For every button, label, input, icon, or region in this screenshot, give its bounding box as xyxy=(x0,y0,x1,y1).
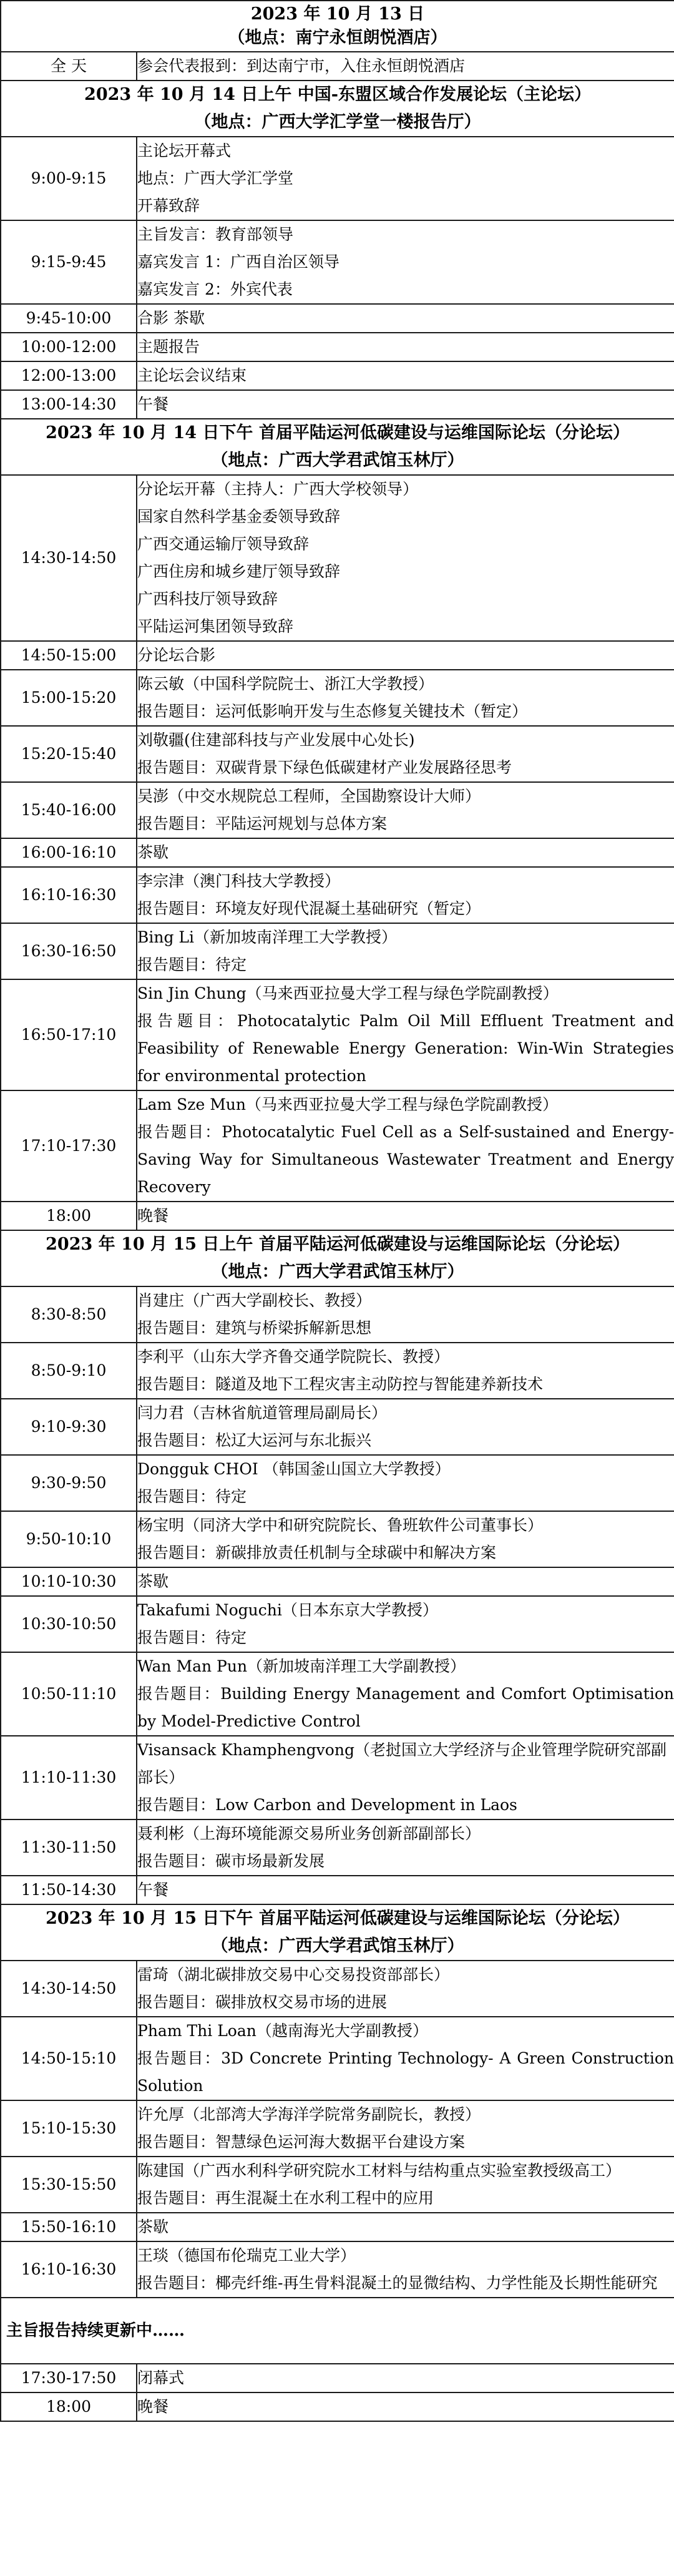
section-title: 2023 年 10 月 14 日下午 首届平陆运河低碳建设与运维国际论坛（分论坛） xyxy=(46,423,630,443)
content-cell xyxy=(137,1819,674,1876)
content-cell xyxy=(137,1343,674,1399)
time-cell: 9:10-9:30 xyxy=(1,1399,137,1455)
content-line: 分论坛合影 xyxy=(137,646,216,664)
time-cell: 9:50-10:10 xyxy=(1,1511,137,1567)
schedule-row xyxy=(1,1286,674,1343)
content-line: 广西住房和城乡建厅领导致辞 xyxy=(137,562,341,580)
content-cell xyxy=(137,1455,674,1511)
speaker-line: 陈建国（广西水利科学研究院水工材料与结构重点实验室教授级高工） xyxy=(137,2162,622,2180)
content-cell xyxy=(137,1286,674,1343)
content-cell xyxy=(137,1567,674,1596)
speaker-line: Dongguk CHOI （韩国釜山国立大学教授） xyxy=(137,1460,451,1478)
schedule-row xyxy=(1,782,674,838)
content-cell xyxy=(137,2100,674,2157)
section-title: 2023 年 10 月 15 日上午 首届平陆运河低碳建设与运维国际论坛（分论坛） xyxy=(46,1235,630,1254)
content-line: 晚餐 xyxy=(137,1207,169,1225)
schedule-row xyxy=(1,838,674,867)
schedule-row xyxy=(1,2213,674,2241)
speaker-line: 吴澎（中交水规院总工程师，全国勘察设计大师） xyxy=(137,787,481,805)
report-title-line: 报告题目：碳排放权交易市场的进展 xyxy=(137,1993,388,2011)
time-cell: 8:30-8:50 xyxy=(1,1286,137,1343)
schedule-row xyxy=(1,867,674,923)
schedule-row xyxy=(1,1736,674,1819)
content-cell xyxy=(137,1961,674,2017)
speaker-line: 李利平（山东大学齐鲁交通学院院长、教授） xyxy=(137,1348,450,1366)
section-title: 2023 年 10 月 14 日上午 中国-东盟区域合作发展论坛（主论坛） xyxy=(84,85,591,104)
report-title-line: 报告题目：松辽大运河与东北振兴 xyxy=(137,1431,372,1449)
section-header xyxy=(1,1904,674,1961)
schedule-row xyxy=(1,52,674,81)
report-title-line: 报告题目：建筑与桥梁拆解新思想 xyxy=(137,1319,372,1337)
content-cell xyxy=(137,641,674,670)
speaker-line: Pham Thi Loan（越南海光大学副教授） xyxy=(137,2022,428,2040)
content-line: 参会代表报到：到达南宁市，入住永恒朗悦酒店 xyxy=(137,57,466,75)
schedule-row xyxy=(1,2241,674,2298)
schedule-row xyxy=(1,2364,674,2392)
time-cell: 14:30-14:50 xyxy=(1,475,137,641)
content-line: 晚餐 xyxy=(137,2397,169,2416)
schedule-row xyxy=(1,2392,674,2421)
content-cell xyxy=(137,838,674,867)
content-line: 广西科技厅领导致辞 xyxy=(137,590,278,608)
schedule-row xyxy=(1,1343,674,1399)
speaker-line: 陈云敏（中国科学院院士、浙江大学教授） xyxy=(137,675,434,693)
schedule-row xyxy=(1,361,674,390)
schedule-row xyxy=(1,304,674,333)
section-header xyxy=(1,1,674,52)
section-venue: （地点：广西大学君武馆玉林厅） xyxy=(211,1936,464,1956)
content-line: 嘉宾发言 2：外宾代表 xyxy=(137,280,293,298)
section-venue: （地点：广西大学君武馆玉林厅） xyxy=(211,451,464,470)
speaker-line: 杨宝明（同济大学中和研究院院长、鲁班软件公司董事长） xyxy=(137,1516,544,1534)
report-title-line: 报告题目：Low Carbon and Development in Laos xyxy=(137,1796,517,1814)
schedule-row xyxy=(1,390,674,419)
content-line: 午餐 xyxy=(137,395,169,413)
speaker-line: Bing Li（新加坡南洋理工大学教授） xyxy=(137,928,398,946)
speaker-line: Visansack Khamphengvong（老挝国立大学经济与企业管理学院研究部副部长） xyxy=(137,1741,667,1786)
schedule-row xyxy=(1,2100,674,2157)
time-cell: 17:10-17:30 xyxy=(1,1090,137,1202)
section-venue: （地点：广西大学君武馆玉林厅） xyxy=(211,1262,464,1281)
schedule-row xyxy=(1,137,674,220)
section-header xyxy=(1,1230,674,1286)
content-line: 分论坛开幕（主持人：广西大学校领导） xyxy=(137,480,419,498)
content-cell xyxy=(137,2213,674,2241)
time-cell: 13:00-14:30 xyxy=(1,390,137,419)
content-line: 茶歇 xyxy=(137,843,169,861)
time-cell: 14:50-15:10 xyxy=(1,2017,137,2100)
schedule-row xyxy=(1,220,674,304)
content-cell xyxy=(137,52,674,81)
speaker-line: 聂利彬（上海环境能源交易所业务创新部副部长） xyxy=(137,1824,481,1843)
report-title-line: 报告题目：3D Concrete Printing Technology- A Green Construction Solution xyxy=(137,2049,674,2095)
time-cell: 9:15-9:45 xyxy=(1,220,137,304)
schedule-row xyxy=(1,2157,674,2213)
report-title-line: 报告题目：运河低影响开发与生态修复关键技术（暂定） xyxy=(137,702,528,720)
schedule-row xyxy=(1,1596,674,1652)
schedule-row xyxy=(1,1202,674,1230)
report-title-line: 报告题目：新碳排放责任机制与全球碳中和解决方案 xyxy=(137,1544,497,1562)
content-cell xyxy=(137,867,674,923)
content-line: 茶歇 xyxy=(137,1572,169,1590)
report-title-line: 报告题目：智慧绿色运河海大数据平台建设方案 xyxy=(137,2133,466,2151)
time-cell: 10:30-10:50 xyxy=(1,1596,137,1652)
time-cell: 16:10-16:30 xyxy=(1,2241,137,2298)
content-line: 嘉宾发言 1：广西自治区领导 xyxy=(137,253,339,271)
content-cell xyxy=(137,2157,674,2213)
schedule-row xyxy=(1,670,674,726)
time-cell: 8:50-9:10 xyxy=(1,1343,137,1399)
report-title-line: 报告题目：Photocatalytic Palm Oil Mill Effluent Treatment and Feasibility of Renewable Energy Generation: Win-Win Strategies for environmental protection xyxy=(137,1012,674,1085)
schedule-row xyxy=(1,1652,674,1736)
content-cell xyxy=(137,782,674,838)
schedule-row xyxy=(1,1876,674,1904)
content-cell xyxy=(137,390,674,419)
report-title-line: 报告题目：隧道及地下工程灾害主动防控与智能建养新技术 xyxy=(137,1375,544,1393)
content-cell xyxy=(137,1202,674,1230)
content-cell xyxy=(137,1090,674,1202)
time-cell: 11:30-11:50 xyxy=(1,1819,137,1876)
time-cell: 14:30-14:50 xyxy=(1,1961,137,2017)
report-title-line: 报告题目：待定 xyxy=(137,956,247,974)
content-line: 主题报告 xyxy=(137,338,200,356)
time-cell: 全 天 xyxy=(1,52,137,81)
time-cell: 15:50-16:10 xyxy=(1,2213,137,2241)
schedule-row xyxy=(1,1399,674,1455)
content-line: 地点：广西大学汇学堂 xyxy=(137,169,294,187)
note-row xyxy=(1,2298,674,2364)
content-cell xyxy=(137,475,674,641)
content-cell xyxy=(137,137,674,220)
time-cell: 10:10-10:30 xyxy=(1,1567,137,1596)
report-title-line: 报告题目：Building Energy Management and Comfort Optimisation by Model-Predictive Control xyxy=(137,1685,674,1730)
content-line: 主论坛开幕式 xyxy=(137,142,232,160)
report-title-line: 报告题目：待定 xyxy=(137,1628,247,1647)
content-cell xyxy=(137,1876,674,1904)
schedule-row xyxy=(1,475,674,641)
content-line: 平陆运河集团领导致辞 xyxy=(137,617,294,635)
time-cell: 9:30-9:50 xyxy=(1,1455,137,1511)
speaker-line: Sin Jin Chung（马来西亚拉曼大学工程与绿色学院副教授） xyxy=(137,984,559,1002)
time-cell: 15:40-16:00 xyxy=(1,782,137,838)
report-title-line: 报告题目：Photocatalytic Fuel Cell as a Self-sustained and Energy-Saving Way for Simultaneous Wastewater Treatment and Energy Recovery xyxy=(137,1123,674,1196)
schedule-row xyxy=(1,979,674,1090)
content-cell xyxy=(137,1399,674,1455)
speaker-line: 刘敬疆(住建部科技与产业发展中心处长) xyxy=(137,731,415,749)
content-cell xyxy=(137,1652,674,1736)
time-cell: 15:30-15:50 xyxy=(1,2157,137,2213)
time-cell: 9:45-10:00 xyxy=(1,304,137,333)
speaker-line: 肖建庄（广西大学副校长、教授） xyxy=(137,1291,372,1310)
content-cell xyxy=(137,670,674,726)
section-venue: （地点：广西大学汇学堂一楼报告厅） xyxy=(194,112,481,132)
schedule-row xyxy=(1,726,674,782)
section-header xyxy=(1,419,674,475)
time-cell: 11:50-14:30 xyxy=(1,1876,137,1904)
schedule-row xyxy=(1,1567,674,1596)
time-cell: 18:00 xyxy=(1,1202,137,1230)
time-cell: 16:30-16:50 xyxy=(1,923,137,979)
content-line: 主论坛会议结束 xyxy=(137,366,247,384)
time-cell: 12:00-13:00 xyxy=(1,361,137,390)
content-cell xyxy=(137,1511,674,1567)
content-line: 午餐 xyxy=(137,1881,169,1899)
schedule-row xyxy=(1,1090,674,1202)
speaker-line: Wan Man Pun（新加坡南洋理工大学副教授） xyxy=(137,1657,466,1675)
content-cell xyxy=(137,220,674,304)
schedule-row xyxy=(1,1455,674,1511)
schedule-row xyxy=(1,1819,674,1876)
content-cell xyxy=(137,979,674,1090)
report-title-line: 报告题目：待定 xyxy=(137,1487,247,1506)
content-cell xyxy=(137,1596,674,1652)
report-title-line: 报告题目：椰壳纤维-再生骨料混凝土的显微结构、力学性能及长期性能研究 xyxy=(137,2274,658,2292)
content-line: 茶歇 xyxy=(137,2218,169,2236)
time-cell: 10:50-11:10 xyxy=(1,1652,137,1736)
schedule-row xyxy=(1,333,674,361)
content-line: 广西交通运输厅领导致辞 xyxy=(137,535,310,553)
time-cell: 18:00 xyxy=(1,2392,137,2421)
time-cell: 14:50-15:00 xyxy=(1,641,137,670)
section-title: 2023 年 10 月 13 日 xyxy=(250,4,425,24)
section-title: 2023 年 10 月 15 日下午 首届平陆运河低碳建设与运维国际论坛（分论坛） xyxy=(46,1909,630,1928)
report-title-line: 报告题目：平陆运河规划与总体方案 xyxy=(137,815,388,833)
content-line: 开幕致辞 xyxy=(137,197,200,215)
content-cell xyxy=(137,726,674,782)
time-cell: 10:00-12:00 xyxy=(1,333,137,361)
time-cell: 16:10-16:30 xyxy=(1,867,137,923)
time-cell: 17:30-17:50 xyxy=(1,2364,137,2392)
section-venue: （地点：南宁永恒朗悦酒店） xyxy=(228,28,447,47)
time-cell: 16:00-16:10 xyxy=(1,838,137,867)
report-title-line: 报告题目：再生混凝土在水利工程中的应用 xyxy=(137,2189,434,2207)
content-cell xyxy=(137,2241,674,2298)
time-cell: 15:00-15:20 xyxy=(1,670,137,726)
content-line: 闭幕式 xyxy=(137,2369,185,2387)
content-line: 国家自然科学基金委领导致辞 xyxy=(137,507,341,526)
content-cell xyxy=(137,361,674,390)
content-cell xyxy=(137,304,674,333)
report-title-line: 报告题目：双碳背景下绿色低碳建材产业发展路径思考 xyxy=(137,758,512,776)
time-cell: 11:10-11:30 xyxy=(1,1736,137,1819)
speaker-line: 闫力君（吉林省航道管理局副局长） xyxy=(137,1404,388,1422)
content-cell xyxy=(137,2392,674,2421)
time-cell: 9:00-9:15 xyxy=(1,137,137,220)
speaker-line: 雷琦（湖北碳排放交易中心交易投资部部长） xyxy=(137,1966,450,1984)
schedule-row xyxy=(1,923,674,979)
speaker-line: Lam Sze Mun（马来西亚拉曼大学工程与绿色学院副教授） xyxy=(137,1095,559,1114)
content-cell xyxy=(137,1736,674,1819)
time-cell: 15:10-15:30 xyxy=(1,2100,137,2157)
report-title-line: 报告题目：环境友好现代混凝土基础研究（暂定） xyxy=(137,899,481,918)
content-cell xyxy=(137,2017,674,2100)
schedule-row xyxy=(1,1511,674,1567)
schedule-row xyxy=(1,641,674,670)
speaker-line: 王琰（德国布伦瑞克工业大学） xyxy=(137,2246,356,2265)
content-line: 主旨发言：教育部领导 xyxy=(137,225,294,243)
speaker-line: 李宗津（澳门科技大学教授） xyxy=(137,872,341,890)
content-cell xyxy=(137,2364,674,2392)
update-note: 主旨报告持续更新中…… xyxy=(1,2298,674,2364)
time-cell: 16:50-17:10 xyxy=(1,979,137,1090)
time-cell: 15:20-15:40 xyxy=(1,726,137,782)
section-header xyxy=(1,81,674,137)
content-line: 合影 茶歇 xyxy=(137,309,205,327)
content-cell xyxy=(137,333,674,361)
speaker-line: Takafumi Noguchi（日本东京大学教授） xyxy=(137,1601,438,1619)
content-cell xyxy=(137,923,674,979)
schedule-row xyxy=(1,2017,674,2100)
report-title-line: 报告题目：碳市场最新发展 xyxy=(137,1852,325,1870)
speaker-line: 许允厚（北部湾大学海洋学院常务副院长，教授） xyxy=(137,2105,481,2123)
schedule-row xyxy=(1,1961,674,2017)
